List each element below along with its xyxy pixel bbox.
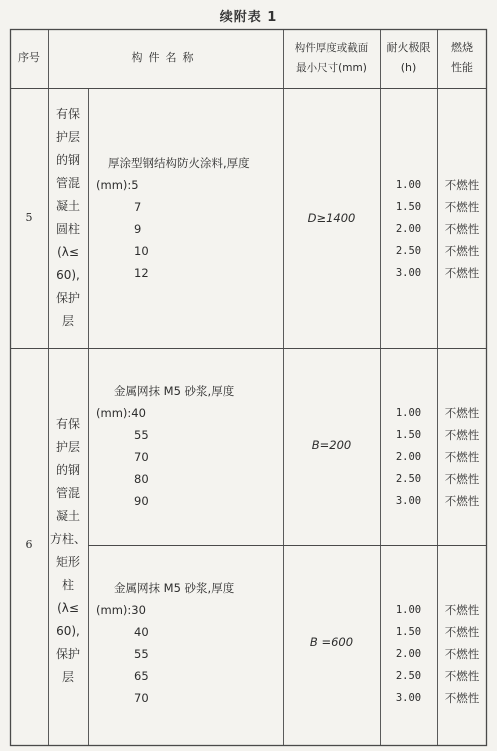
component-line: 管混 bbox=[55, 176, 80, 190]
burn-value: 不燃性 bbox=[444, 200, 480, 214]
header-thickness bbox=[283, 38, 380, 78]
header-component-name: 构件名称 bbox=[131, 51, 200, 64]
fire-limit-value: 1.50 bbox=[395, 201, 422, 213]
burn-value: 不燃性 bbox=[444, 450, 480, 464]
header-thickness-line2: 最小尺寸(mm) bbox=[296, 62, 367, 74]
desc-line1: 厚涂型钢结构防火涂料,厚度 bbox=[108, 156, 250, 170]
thickness-item: 55 bbox=[134, 428, 149, 442]
component-line: 护层 bbox=[55, 130, 80, 144]
header-burn-line1: 燃烧 bbox=[451, 41, 473, 54]
component-line: 有保 bbox=[55, 107, 80, 121]
row-6b-burn bbox=[437, 599, 487, 709]
component-line: 保护 bbox=[55, 647, 80, 661]
component-line: 的钢 bbox=[55, 463, 80, 477]
thickness-item: 12 bbox=[134, 266, 149, 280]
desc-line2: (mm):30 bbox=[96, 603, 146, 617]
burn-value: 不燃性 bbox=[444, 222, 480, 236]
row-6-component bbox=[44, 413, 92, 689]
burn-value: 不燃性 bbox=[444, 625, 480, 639]
component-line: 层 bbox=[61, 670, 74, 684]
header-burn-line2: 性能 bbox=[451, 61, 473, 74]
component-line: 方柱、 bbox=[49, 532, 86, 546]
thickness-item: 40 bbox=[134, 625, 149, 639]
burn-value: 不燃性 bbox=[444, 647, 480, 661]
header-fire-line2: (h) bbox=[400, 61, 417, 74]
fire-limit-value: 2.00 bbox=[395, 451, 422, 463]
component-line: 保护 bbox=[55, 291, 80, 305]
fire-limit-value: 1.00 bbox=[395, 179, 422, 191]
burn-value: 不燃性 bbox=[444, 428, 480, 442]
row-6-seq: 6 bbox=[25, 538, 33, 551]
row-5-burn bbox=[437, 174, 487, 284]
header-fire-limit bbox=[380, 38, 437, 78]
burn-value: 不燃性 bbox=[444, 472, 480, 486]
fire-limit-value: 3.00 bbox=[395, 495, 422, 507]
desc-line1: 金属网抹 M5 砂浆,厚度 bbox=[114, 384, 235, 398]
header-burn bbox=[437, 38, 487, 78]
fire-limit-value: 2.50 bbox=[395, 245, 422, 257]
burn-value: 不燃性 bbox=[444, 669, 480, 683]
burn-value: 不燃性 bbox=[444, 266, 480, 280]
component-line: 护层 bbox=[55, 440, 80, 454]
row-5-fire-limits bbox=[380, 174, 437, 284]
burn-value: 不燃性 bbox=[444, 494, 480, 508]
component-line: 的钢 bbox=[55, 153, 80, 167]
fire-limit-value: 3.00 bbox=[395, 692, 422, 704]
desc-line1: 金属网抹 M5 砂浆,厚度 bbox=[114, 581, 235, 595]
row-5-size: D≥1400 bbox=[307, 211, 356, 225]
fire-limit-value: 2.50 bbox=[395, 473, 422, 485]
component-line: 60), bbox=[56, 268, 80, 282]
row-6b-size: B =600 bbox=[309, 635, 354, 649]
fire-limit-value: 2.00 bbox=[395, 648, 422, 660]
burn-value: 不燃性 bbox=[444, 178, 480, 192]
fire-limit-value: 1.00 bbox=[395, 407, 422, 419]
component-line: 柱 bbox=[61, 578, 74, 592]
thickness-item: 9 bbox=[134, 222, 142, 236]
row-6b-fire-limits bbox=[380, 599, 437, 709]
thickness-item: 55 bbox=[134, 647, 149, 661]
fire-limit-value: 3.00 bbox=[395, 267, 422, 279]
component-line: 层 bbox=[61, 314, 74, 328]
row-5-seq: 5 bbox=[25, 211, 33, 224]
fire-limit-value: 2.00 bbox=[395, 223, 422, 235]
thickness-item: 70 bbox=[134, 691, 149, 705]
component-line: 圆柱 bbox=[55, 222, 80, 236]
thickness-item: 65 bbox=[134, 669, 149, 683]
row-5-component bbox=[48, 103, 88, 333]
desc-line2: (mm):40 bbox=[96, 406, 146, 420]
header-fire-line1: 耐火极限 bbox=[386, 41, 431, 54]
thickness-item: 70 bbox=[134, 450, 149, 464]
component-line: 凝土 bbox=[55, 509, 80, 523]
component-line: (λ≤ bbox=[57, 245, 79, 259]
fire-limit-value: 1.00 bbox=[395, 604, 422, 616]
component-line: 60), bbox=[56, 624, 80, 638]
component-line: 矩形 bbox=[55, 555, 80, 569]
row-6a-size: B=200 bbox=[311, 438, 352, 452]
row-6a-burn bbox=[437, 402, 487, 512]
thickness-item: 90 bbox=[134, 494, 149, 508]
thickness-item: 10 bbox=[134, 244, 149, 258]
row-6a-description bbox=[96, 380, 282, 512]
burn-value: 不燃性 bbox=[444, 603, 480, 617]
burn-value: 不燃性 bbox=[444, 691, 480, 705]
fire-limit-value: 1.50 bbox=[395, 429, 422, 441]
component-line: 管混 bbox=[55, 486, 80, 500]
desc-line2: (mm):5 bbox=[96, 178, 139, 192]
header-thickness-line1: 构件厚度或截面 bbox=[294, 42, 369, 54]
thickness-item: 7 bbox=[134, 200, 142, 214]
thickness-item: 80 bbox=[134, 472, 149, 486]
component-line: 凝土 bbox=[55, 199, 80, 213]
component-line: 有保 bbox=[55, 417, 80, 431]
header-seq: 序号 bbox=[18, 51, 40, 64]
component-line: (λ≤ bbox=[57, 601, 79, 615]
fire-limit-value: 2.50 bbox=[395, 670, 422, 682]
burn-value: 不燃性 bbox=[444, 244, 480, 258]
row-5-description bbox=[96, 152, 282, 284]
burn-value: 不燃性 bbox=[444, 406, 480, 420]
fire-limit-value: 1.50 bbox=[395, 626, 422, 638]
table-title: 续附表 1 bbox=[219, 10, 278, 25]
row-6b-description bbox=[96, 577, 282, 709]
row-6a-fire-limits bbox=[380, 402, 437, 512]
